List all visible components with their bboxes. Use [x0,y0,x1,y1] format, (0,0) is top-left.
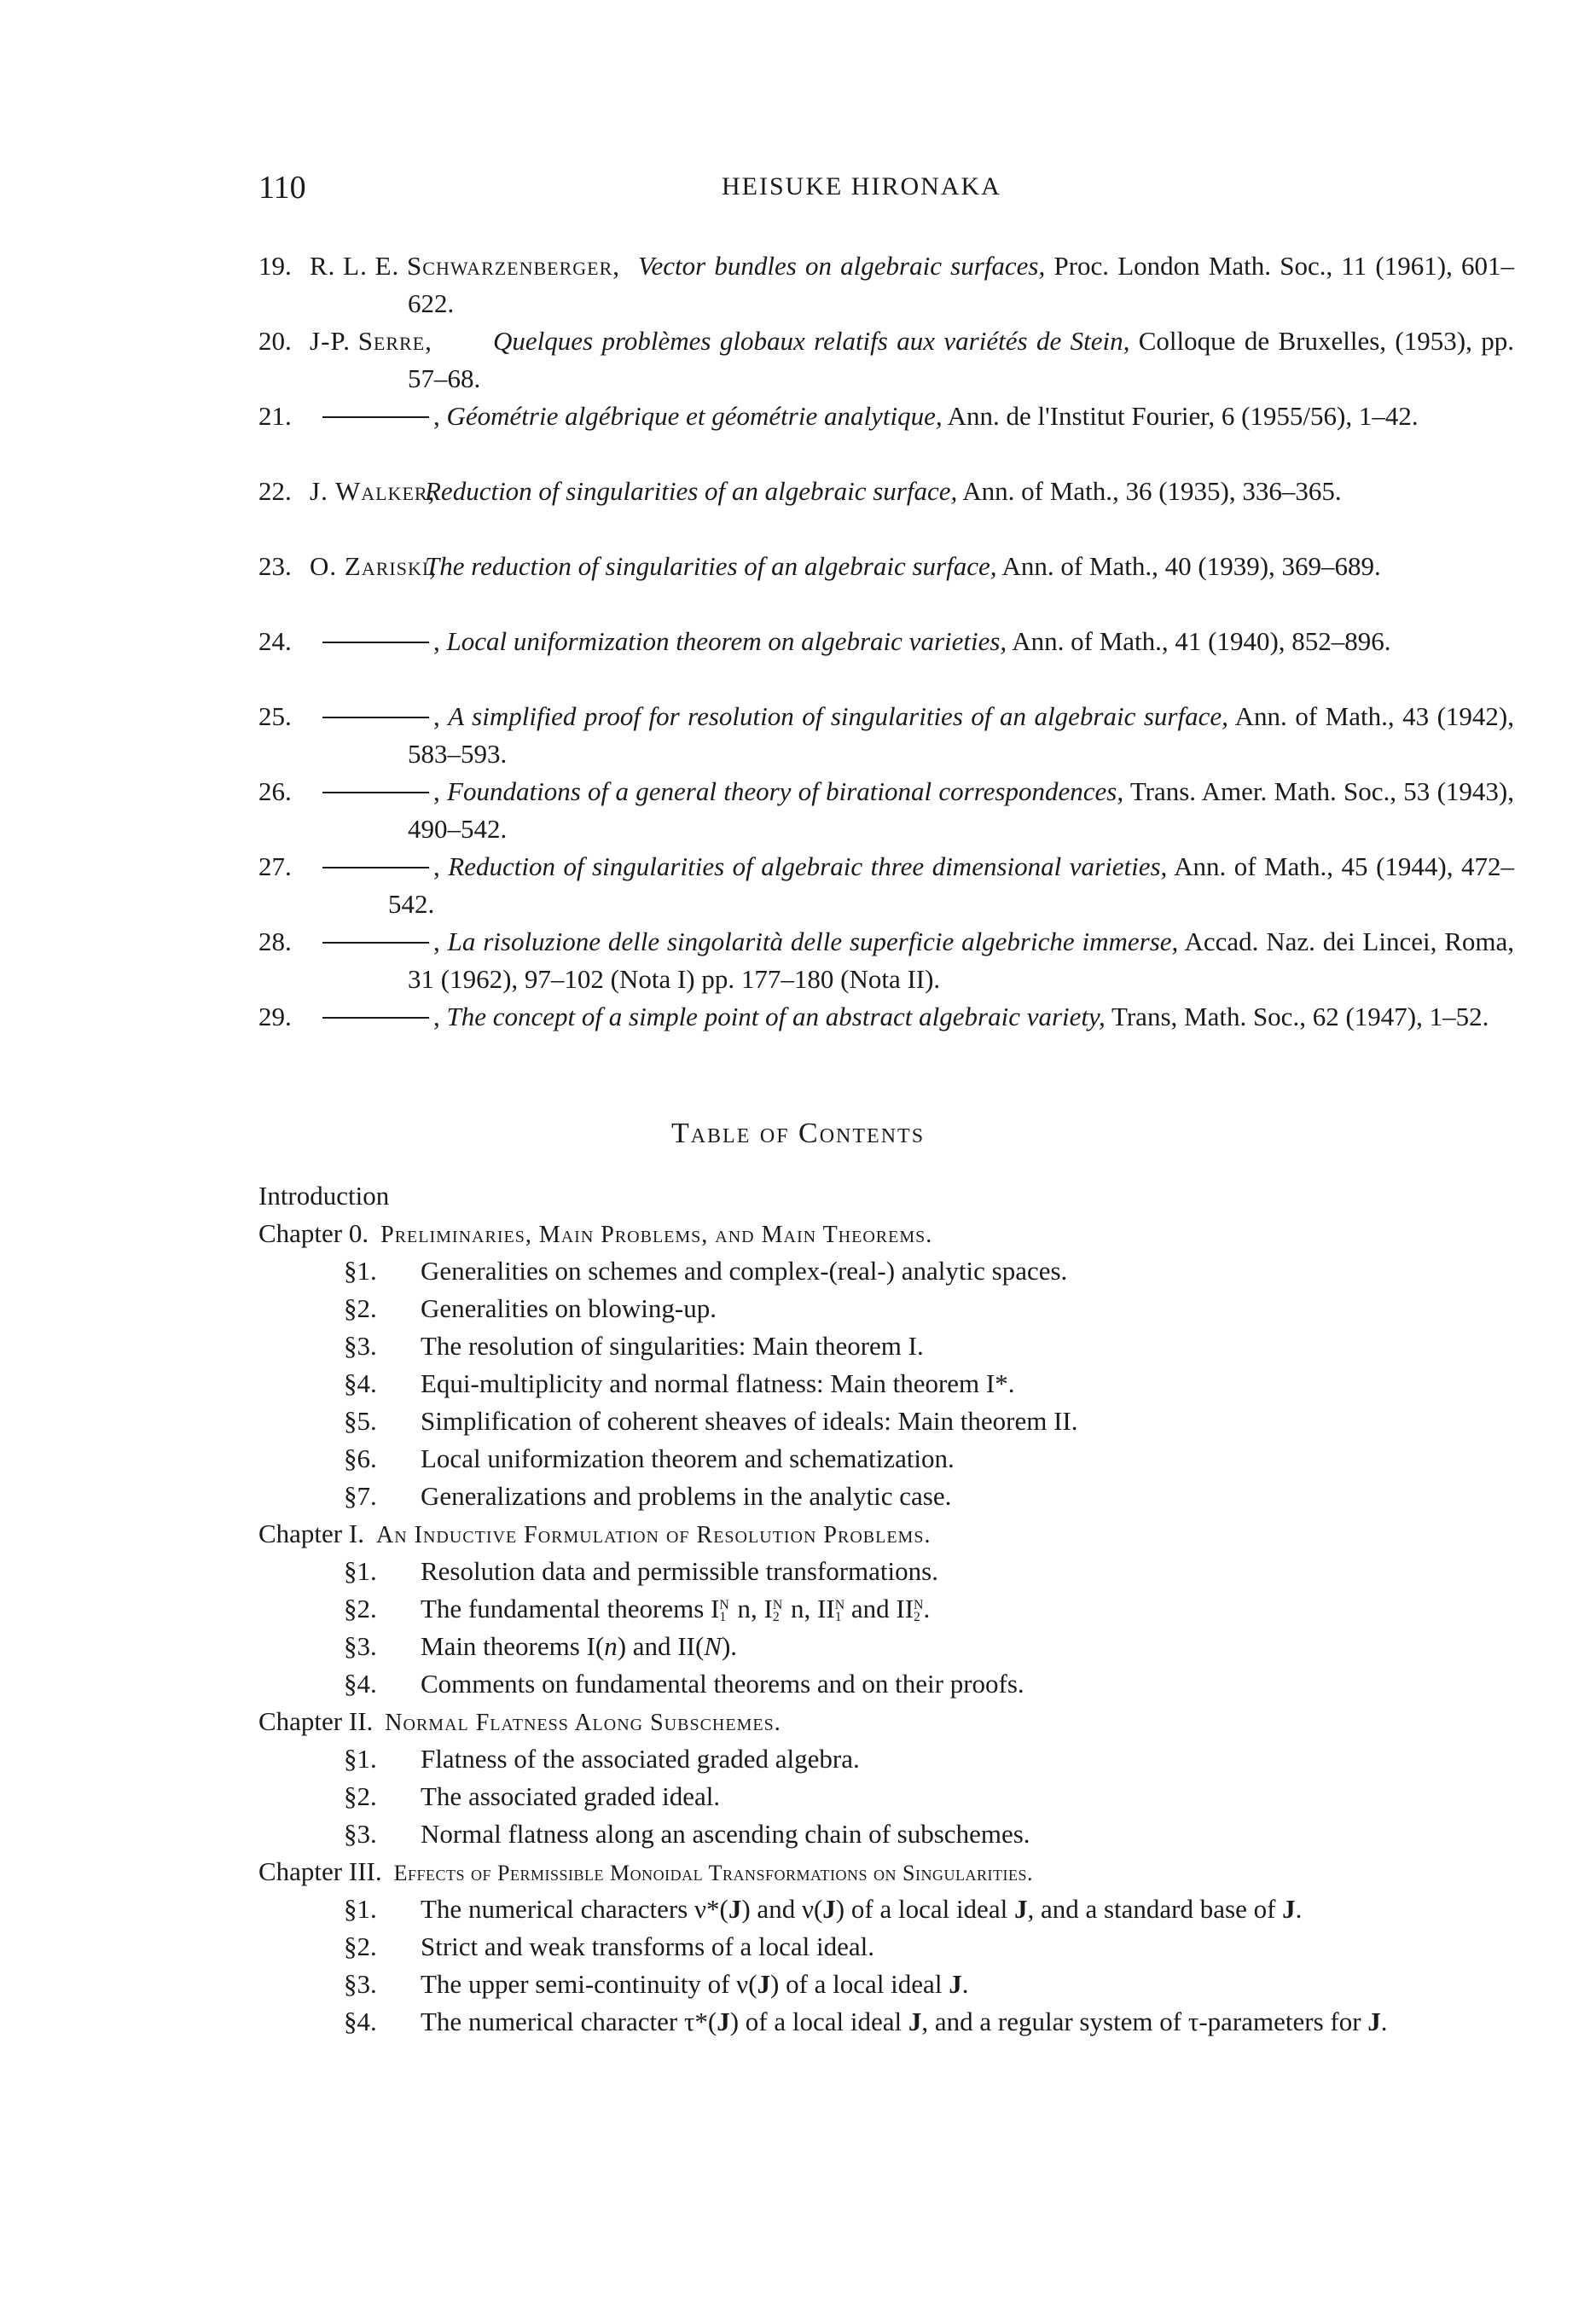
ditto-dash [322,623,429,643]
reference-title: Reduction of singularities of algebraic three dimensional varieties, [448,851,1168,881]
reference-item [258,548,1514,623]
section-number: §7. [344,1481,377,1511]
reference-title: The reduction of singularities of an algebraic surface, [425,551,997,581]
reference-item: 28. , La risoluzione delle singolarità delle superficie algebriche immerse, Accad. Naz. dei Lincei, Roma, 31 (1962), 97–102 (Nota I) pp. 177–180 (Nota II). [258,923,1514,998]
reference-title: La risoluzione delle singolarità delle superficie algebriche immerse, [447,926,1179,956]
reference-details: Ann. of Math., 40 (1939), 369–689. [1001,551,1381,581]
reference-title: Local uniformization theorem on algebraic varieties, [446,626,1007,656]
reference-title: Géométrie algébrique et géométrie analytique, [446,401,943,431]
toc-section [258,1553,1521,1590]
section-title: Flatness of the associated graded algebra. [421,1744,860,1774]
section-number: §1. [344,1894,377,1924]
running-title: HEISUKE HIRONAKA [722,172,1001,200]
reference-number: 24. [258,626,292,656]
chapter-title: Normal Flatness Along Subschemes. [385,1710,781,1736]
section-number: §2. [344,1293,377,1323]
toc-section [258,1740,1521,1778]
toc-section [258,1365,1521,1403]
section-title: Main theorems I(n) and II(N). [421,1631,738,1661]
section-title: Generalities on blowing-up. [421,1293,717,1323]
reference-item: 26. , Foundations of a general theory of birational correspondences, Trans. Amer. Math. Soc., 53 (1943), 490–542. [258,773,1514,848]
section-title: Generalizations and problems in the analytic case. [421,1481,952,1511]
reference-number: 25. [258,701,292,731]
reference-title: Foundations of a general theory of birational correspondences, [447,776,1124,806]
toc-chapter-1 [258,1515,1521,1553]
chapter-title: Effects of Permissible Monoidal Transformations on Singularities. [393,1861,1033,1885]
reference-details: Ann. of Math., 41 (1940), 852–896. [1012,626,1391,656]
reference-title: Quelques problèmes globaux relatifs aux variétés de Stein, [493,326,1130,356]
section-number: §3. [344,1969,377,1999]
toc-heading: Table of Contents [670,1118,926,1149]
reference-author: J-P. Serre, [310,326,432,356]
toc-section [258,1290,1521,1327]
section-title: Generalities on schemes and complex-(real-) analytic spaces. [421,1256,1068,1286]
ditto-dash [322,998,429,1019]
section-number: §1. [344,1744,377,1774]
reference-author: J. Walker, [310,476,436,506]
reference-details: Accad. Naz. dei Lincei, Roma, 31 (1962), 97–102 (Nota I) pp. 177–180 (Nota II). [408,926,1515,994]
chapter-label: Chapter II. [258,1706,374,1736]
section-title: The associated graded ideal. [421,1781,721,1811]
toc-section [258,1440,1521,1478]
reference-details: Ann. of Math., 36 (1935), 336–365. [962,476,1342,506]
chapter-label: Chapter III. [258,1856,382,1886]
reference-details: Trans, Math. Soc., 62 (1947), 1–52. [1111,1002,1489,1031]
section-title: Equi-multiplicity and normal flatness: Main theorem I*. [421,1368,1015,1398]
ditto-dash [322,698,429,718]
section-number: §1. [344,1556,377,1586]
ditto-dash [322,398,429,418]
section-number: §4. [344,1368,377,1398]
toc-chapter-2 [258,1703,1521,1740]
ditto-dash [322,848,429,868]
section-number: §1. [344,1256,377,1286]
reference-item [258,322,1514,398]
ditto-dash [322,923,429,944]
section-number: §6. [344,1443,377,1473]
toc-chapter-3 [258,1853,1521,1891]
reference-item [258,247,1514,322]
reference-details: Proc. London Math. Soc., 11 (1961), 601–622. [408,251,1515,318]
reference-title: A simplified proof for resolution of singularities of an algebraic surface, [448,701,1228,731]
section-number: §3. [344,1631,377,1661]
reference-item [258,473,1514,548]
section-title: The resolution of singularities: Main theorem I. [421,1331,924,1361]
reference-details: Colloque de Bruxelles, (1953), pp. 57–68. [408,326,1514,393]
toc-chapter-0 [258,1215,1521,1252]
section-title: Resolution data and permissible transformations. [421,1556,938,1586]
reference-item: 24. , Local uniformization theorem on algebraic varieties, Ann. of Math., 41 (1940), 852–896. [258,623,1514,698]
reference-number: 26. [258,776,292,806]
chapter-title: Preliminaries, Main Problems, and Main Theorems. [380,1222,933,1248]
reference-details: Ann. of Math., 43 (1942), 583–593. [408,701,1515,769]
references-list [258,247,1514,1073]
reference-number: 20. [258,326,292,356]
section-title: The upper semi-continuity of ν(J) of a local ideal J. [421,1969,969,1999]
reference-details: Ann. of Math., 45 (1944), 472–542. [388,851,1515,919]
section-title: Local uniformization theorem and schematization. [421,1443,955,1473]
section-number: §4. [344,1669,377,1699]
toc-section [258,1778,1521,1815]
chapter-title: An Inductive Formulation of Resolution Problems. [375,1522,931,1548]
reference-item: 25. , A simplified proof for resolution of singularities of an algebraic surface, Ann. of Math., 43 (1942), 583–593. [258,698,1514,773]
reference-number: 23. [258,551,292,581]
section-title: Simplification of coherent sheaves of ideals: Main theorem II. [421,1406,1078,1436]
section-number: §2. [344,1931,377,1961]
toc-section [258,1891,1521,1928]
reference-title: The concept of a simple point of an abstract algebraic variety, [446,1002,1106,1031]
toc-section [258,1478,1521,1515]
reference-number: 19. [258,251,292,281]
ditto-dash [322,773,429,793]
section-title: The numerical characters ν*(J) and ν(J) of a local ideal J, and a standard base of J. [421,1894,1303,1924]
reference-item: 29. , The concept of a simple point of an abstract algebraic variety, Trans, Math. Soc., 62 (1947), 1–52. [258,998,1514,1073]
reference-title: Reduction of singularities of an algebraic surface, [425,476,958,506]
reference-number: 27. [258,851,292,881]
toc-section [258,1966,1521,2003]
toc-section [258,1928,1521,1966]
section-number: §4. [344,2007,377,2036]
toc-section [258,1252,1521,1290]
reference-details: Trans. Amer. Math. Soc., 53 (1943), 490–542. [408,776,1514,844]
toc-section [258,1628,1521,1665]
chapter-label: Chapter I. [258,1519,364,1548]
reference-author: R. L. E. Schwarzenberger, [310,251,621,281]
table-of-contents [258,1177,1521,2041]
section-title: Normal flatness along an ascending chain of subschemes. [421,1819,1030,1849]
reference-number: 22. [258,476,292,506]
toc-section [258,1327,1521,1365]
page-number: 110 [258,170,306,206]
toc-introduction: Introduction [258,1181,390,1211]
section-title: Strict and weak transforms of a local ideal. [421,1931,874,1961]
running-head [0,169,1596,212]
toc-section [258,1590,1521,1628]
section-title: Comments on fundamental theorems and on their proofs. [421,1669,1024,1699]
section-title: The fundamental theorems I N 1 n, I N 2 n, II N 1 and II N 2 . [421,1594,931,1624]
toc-section [258,2003,1521,2041]
section-number: §3. [344,1819,377,1849]
reference-number: 21. [258,401,292,431]
section-number: §3. [344,1331,377,1361]
section-number: §2. [344,1594,377,1623]
section-title: The numerical character τ*(J) of a local ideal J, and a regular system of τ-parameters for J. [421,2007,1388,2036]
reference-number: 29. [258,1002,292,1031]
reference-number: 28. [258,926,292,956]
reference-item: 27. , Reduction of singularities of algebraic three dimensional varieties, Ann. of Math., 45 (1944), 472–542. [258,848,1514,923]
reference-item: 21. , Géométrie algébrique et géométrie analytique, Ann. de l'Institut Fourier, 6 (1955/56), 1–42. [258,398,1514,473]
section-number: §5. [344,1406,377,1436]
section-number: §2. [344,1781,377,1811]
reference-details: Ann. de l'Institut Fourier, 6 (1955/56), 1–42. [947,401,1419,431]
reference-author: O. Zariski, [310,551,437,581]
chapter-label: Chapter 0. [258,1218,369,1248]
toc-section [258,1815,1521,1853]
toc-section [258,1665,1521,1703]
toc-section [258,1403,1521,1440]
reference-title: Vector bundles on algebraic surfaces, [638,251,1046,281]
